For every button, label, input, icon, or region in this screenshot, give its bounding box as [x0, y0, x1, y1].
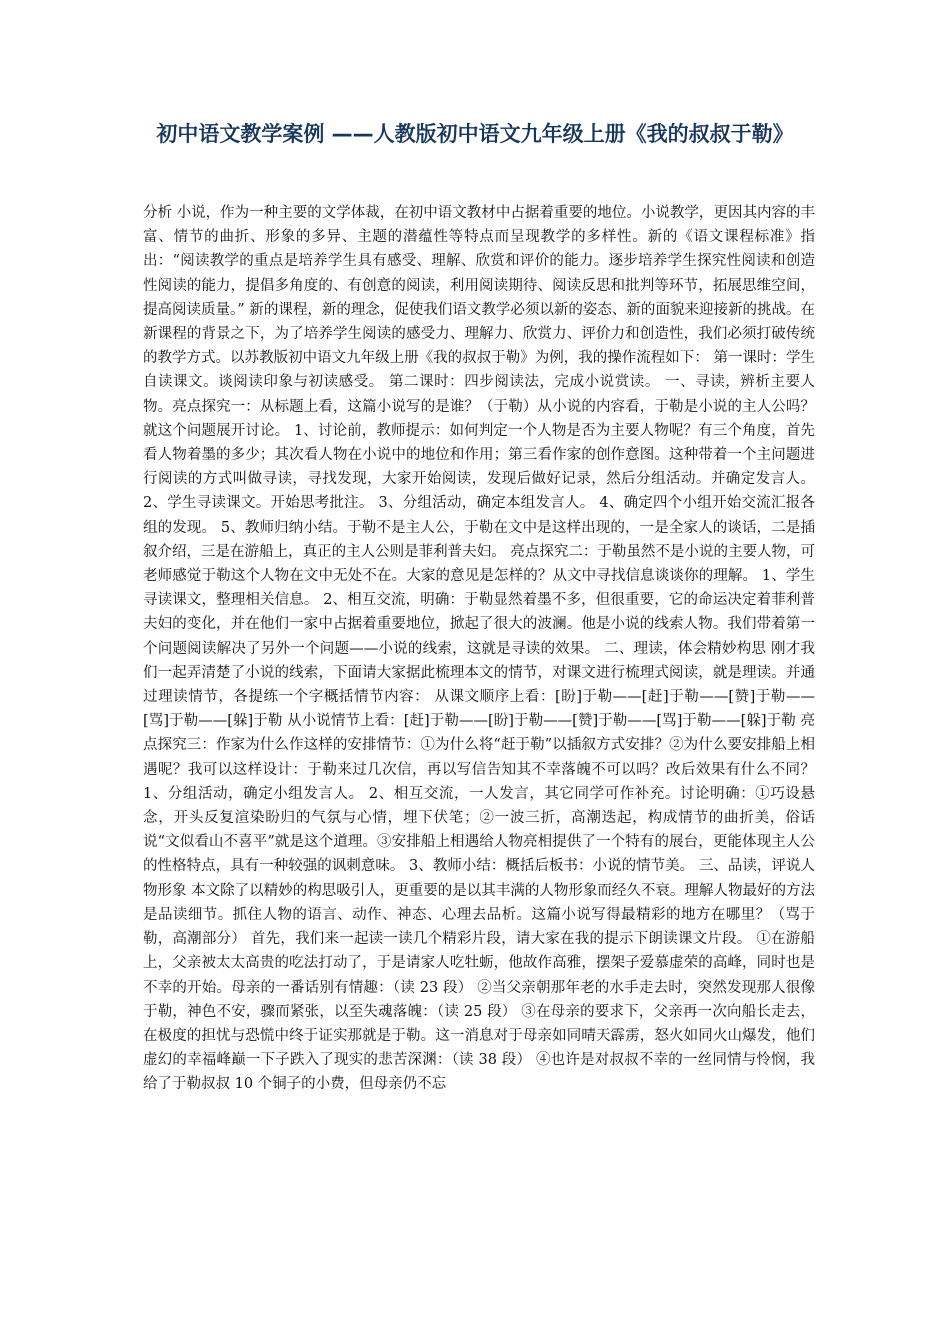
document-title: 初中语文教学案例 ——人教版初中语文九年级上册《我的叔叔于勒》 [156, 122, 794, 146]
document-body: 分析 小说，作为一种主要的文学体裁，在初中语文教材中占据着重要的地位。小说教学，更因其内容的丰富、情节的曲折、形象的多异、主题的潜蕴性等特点而呈现教学的多样性。新的《语文课程标准》指出：“阅读教学的重点是培养学生具有感受、理解、欣赏和评价的能力。逐步培养学生探究性阅读和创造性阅读的能力，提倡多角度的、有创意的阅读，利用阅读期待、阅读反思和批判等环节，拓展思维空间，提高阅读质量。” 新的课程，新的理念，促使我们语文教学必须以新的姿态、新的面貌来迎接新的挑战。在新课程的背景之下，为了培养学生阅读的感受力、理解力、欣赏力、评价力和创造性，我们必须打破传统的教学方式。以苏教版初中语文九年级上册《我的叔叔于勒》为例，我的操作流程如下： 第一课时：学生自读课文。谈阅读印象与初读感受。 第二课时：四步阅读法，完成小说赏读。 一、寻读，辨析主要人物。亮点探究一：从标题上看，这篇小说写的是谁？（于勒）从小说的内容看，于勒是小说的主人公吗？就这个问题展开讨论。 1、讨论前，教师提示：如何判定一个人物是否为主要人物呢？有三个角度，首先看人物着墨的多少；其次看人物在小说中的地位和作用；第三看作家的创作意图。这种带着一个主问题进行阅读的方式叫做寻读，寻找发现，大家开始阅读，发现后做好记录，然后分组活动。并确定发言人。 2、学生寻读课文。开始思考批注。 3、分组活动，确定本组发言人。 4、确定四个小组开始交流汇报各组的发现。 5、教师归纳小结。于勒不是主人公，于勒在文中是这样出现的，一是全家人的谈话，二是插叙介绍，三是在游船上，真正的主人公则是菲利普夫妇。 亮点探究二：于勒虽然不是小说的主要人物，可老师感觉于勒这个人物在文中无处不在。大家的意见是怎样的？从文中寻找信息谈谈你的理解。 1、学生寻读课文，整理相关信息。 2、相互交流，明确：于勒显然着墨不多，但很重要，它的命运决定着菲利普夫妇的变化，并在他们一家中占据着重要地位，掀起了很大的波澜。他是小说的线索人物。我们带着第一个问题阅读解决了另外一个问题——小说的线索，这就是寻读的效果。 二、理读，体会精妙构思 刚才我们一起弄清楚了小说的线索，下面请大家据此梳理本文的情节，对课文进行梳理式阅读，就是理读。并通过理读情节，各提练一个字概括情节内容： 从课文顺序上看：[盼]于勒——[赶]于勒——[赞]于勒——[骂]于勒——[躲]于勒 从小说情节上看：[赶]于勒——[盼]于勒——[赞]于勒——[骂]于勒——[躲]于勒 亮点探究三：作家为什么作这样的安排情节：①为什么将“赶于勒”以插叙方式安排？②为什么要安排船上相遇呢？我可以这样设计：于勒来过几次信，再以写信告知其不幸落魄不可以吗？改后效果有什么不同？ 1、分组活动，确定小组发言人。 2、相互交流，一人发言，其它同学可作补充。讨论明确：①巧设悬念，开头反复渲染盼归的气氛与心情，埋下伏笔；②一波三折，高潮迭起，构成情节的曲折美，俗话说“文似看山不喜平”就是这个道理。③安排船上相遇给人物亮相提供了一个特有的展台，更能体现主人公的性格特点，具有一种较强的讽刺意味。 3、教师小结：概括后板书：小说的情节美。 三、品读，评说人物形象 本文除了以精妙的构思吸引人，更重要的是以其丰满的人物形象而经久不衰。理解人物最好的方法是品读细节。抓住人物的语言、动作、神态、心理去品析。这篇小说写得最精彩的地方在哪里？（骂于勒，高潮部分） 首先，我们来一起读一读几个精彩片段，请大家在我的提示下朗读课文片段。 ①在游船上，父亲被太太高贵的吃法打动了，于是请家人吃牡蛎，他故作高雅，摆架子爱慕虚荣的高峰，同时也是不幸的开始。母亲的一番话别有情趣：（读 23 段） ②当父亲朝那年老的水手走去时，突然发现那人很像于勒，神色不安，骤而紧张，以至失魂落魄：（读 25 段） ③在母亲的要求下，父亲再一次向船长走去，在极度的担忧与恐慌中终于证实那就是于勒。这一消息对于母亲如同晴天霹雳，怒火如同火山爆发，他们虚幻的幸福峰巅一下子跌入了现实的悲苦深渊：（读 38 段） ④也许是对叔叔不幸的一丝同情与怜悯，我给了于勒叔叔 10 个铜子的小费，但母亲仍不忘 [143, 205, 815, 1093]
